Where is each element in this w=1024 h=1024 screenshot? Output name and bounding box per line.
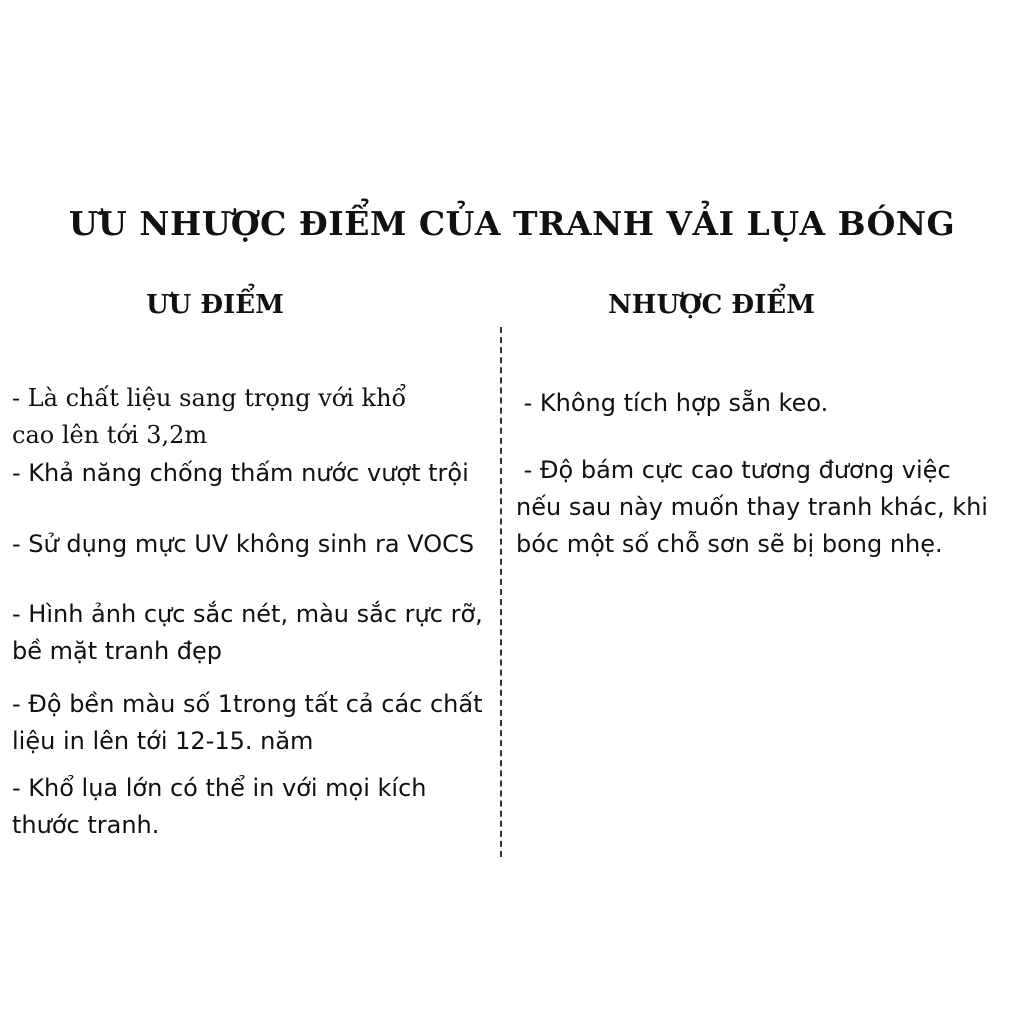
disadvantages-heading: NHƯỢC ĐIỂM: [608, 290, 815, 320]
advantage-item-5: [12, 686, 483, 760]
disadvantage-item-2-line-1: - Độ bám cực cao tương đương việc: [516, 456, 951, 484]
advantage-item-3-line-1: - Sử dụng mực UV không sinh ra VOCS: [12, 530, 475, 558]
advantage-item-2: [12, 455, 469, 492]
column-divider: [500, 327, 502, 857]
advantage-item-1: [12, 380, 406, 454]
advantage-item-4: [12, 596, 483, 670]
disadvantage-item-1: [516, 385, 828, 422]
page-title: ƯU NHƯỢC ĐIỂM CỦA TRANH VẢI LỤA BÓNG: [68, 204, 956, 243]
advantages-heading: ƯU ĐIỂM: [146, 290, 284, 320]
advantage-item-2-line-1: - Khả năng chống thấm nước vượt trội: [12, 459, 469, 487]
disadvantage-item-2-line-3: bóc một số chỗ sơn sẽ bị bong nhẹ.: [516, 530, 943, 558]
advantage-item-6-line-2: thước tranh.: [12, 811, 160, 839]
disadvantage-item-1-line-1: - Không tích hợp sẵn keo.: [516, 389, 829, 417]
advantage-item-1-line-2: cao lên tới 3,2m: [12, 421, 208, 449]
advantage-item-6-line-1: - Khổ lụa lớn có thể in với mọi kích: [12, 774, 427, 802]
advantage-item-5-line-2: liệu in lên tới 12-15. năm: [12, 727, 314, 755]
disadvantage-item-2: [516, 452, 988, 563]
advantage-item-5-line-1: - Độ bền màu số 1trong tất cả các chất: [12, 690, 483, 718]
advantage-item-1-line-1: - Là chất liệu sang trọng với khổ: [12, 384, 407, 412]
advantage-item-6: [12, 770, 427, 844]
disadvantage-item-2-line-2: nếu sau này muốn thay tranh khác, khi: [516, 493, 988, 521]
advantage-item-3: [12, 526, 474, 563]
advantage-item-4-line-2: bề mặt tranh đẹp: [12, 637, 223, 665]
advantage-item-4-line-1: - Hình ảnh cực sắc nét, màu sắc rực rỡ,: [12, 600, 483, 628]
